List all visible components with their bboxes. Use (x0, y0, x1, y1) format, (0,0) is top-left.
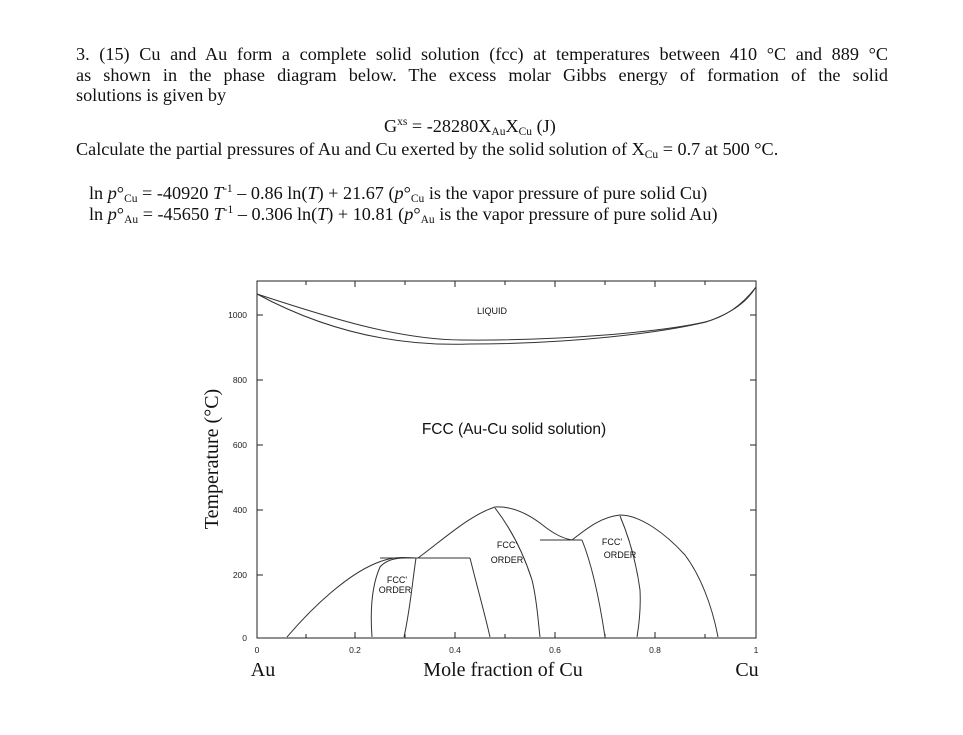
vp-cu-sub: Cu (124, 193, 138, 205)
y-tick-label-400: 400 (232, 505, 247, 515)
order-dome-middle-outer (418, 507, 572, 558)
vp-au-c: – 0.306 ln( (233, 204, 318, 224)
vp-cu-exp: -1 (223, 183, 233, 195)
au-end-label: Au (250, 659, 276, 681)
vp-cu-deg: ° (116, 183, 125, 203)
eq-coeff: = -28280X (407, 116, 492, 136)
vp-cu-p: p (107, 183, 117, 203)
vp-au-t1: T (213, 204, 224, 224)
task-sub: Cu (644, 149, 659, 161)
eq-x-cu: X (505, 116, 519, 136)
problem-line-2: as shown in the phase diagram below. The excess molar Gibbs energy of formation of the solid (76, 64, 888, 85)
vp-cu-sub2: Cu (410, 193, 425, 205)
eq-g: G (384, 116, 398, 136)
y-tick-label-1000: 1000 (228, 310, 247, 320)
vp-cu-p2: p (394, 183, 404, 203)
y-tick-label-800: 800 (232, 375, 247, 385)
order-dome-left-inner-left (371, 558, 408, 637)
vp-cu-e: is the vapor pressure of pure solid Cu) (424, 183, 708, 203)
vp-au-e: is the vapor pressure of pure solid Au) (434, 204, 718, 224)
vp-cu-t1: T (212, 183, 224, 203)
y-tick-label-0: 0 (242, 633, 247, 643)
order-label-right: ORDER (603, 550, 637, 560)
vp-au-p: p (107, 204, 117, 224)
task-text-b: = 0.7 at 500 °C. (658, 139, 779, 159)
order-dome-middle-right (495, 508, 540, 637)
task-text-a: Calculate the partial pressures of Au and Cu exerted by the solid solution of X (76, 139, 645, 159)
eq-g-sup: xs (397, 116, 408, 128)
vp-au-deg: ° (116, 204, 125, 224)
vp-au-d: ) + 10.81 ( (327, 204, 405, 224)
vp-au-p2: p (404, 204, 414, 224)
vp-cu-b: = -40920 (137, 183, 213, 203)
plot-frame (257, 281, 756, 638)
vp-au-b: = -45650 (138, 204, 214, 224)
vp-au-sub: Au (124, 214, 139, 226)
vp-au-a: ln (89, 204, 108, 224)
vp-au-exp: -1 (223, 204, 234, 216)
eq-unit: (J) (532, 116, 556, 136)
vp-cu-c: – 0.86 ln( (232, 183, 308, 203)
problem-line-1: 3. (15) Cu and Au form a complete solid solution (fcc) at temperatures between 410 °C and 889 °C (76, 44, 888, 64)
order-dome-right-inner-right (620, 516, 640, 637)
x-tick-label-0.4: 0.4 (449, 645, 461, 655)
x-tick-label-0: 0 (254, 645, 260, 655)
y-tick-marks (257, 315, 756, 638)
y-axis-title: Temperature (°C) (201, 388, 223, 530)
vp-au-sub2: Au (420, 214, 435, 226)
eq-sub-au: Au (491, 126, 506, 138)
x-tick-label-0.8: 0.8 (649, 645, 661, 655)
vp-cu-t2: T (307, 183, 318, 203)
x-tick-marks (257, 281, 756, 638)
order-label-left: ORDER (378, 585, 412, 595)
eq-sub-cu: Cu (518, 126, 533, 138)
fcc-prime-label-left: FCC' (386, 575, 408, 585)
fcc-solution-region-label: FCC (Au-Cu solid solution) (421, 421, 607, 438)
liquid-region-label: LIQUID (476, 306, 508, 316)
vp-au-deg2: ° (413, 204, 421, 224)
fcc-prime-label-right: FCC' (601, 537, 623, 547)
order-dome-left-inner-right (404, 558, 416, 637)
x-axis-title: Mole fraction of Cu (423, 659, 583, 681)
x-tick-label-0.2: 0.2 (349, 645, 361, 655)
y-tick-label-600: 600 (232, 440, 247, 450)
vp-cu-d: ) + 21.67 ( (317, 183, 395, 203)
y-tick-label-200: 200 (232, 570, 247, 580)
vp-au-t2: T (317, 204, 328, 224)
vp-cu-a: ln (89, 183, 108, 203)
phase-boundaries (257, 287, 756, 637)
problem-line-3: solutions is given by (76, 85, 227, 105)
order-dome-left-outer (287, 558, 418, 638)
fcc-prime-label-middle: FCC' (496, 540, 518, 550)
vp-cu-deg2: ° (403, 183, 411, 203)
order-label-middle: ORDER (490, 555, 524, 565)
order-dome-right-inner-left (582, 540, 605, 637)
cu-end-label: Cu (735, 659, 759, 681)
x-tick-label-0.6: 0.6 (549, 645, 561, 655)
x-tick-label-1: 1 (753, 645, 759, 655)
order-dome-right-outer (572, 515, 718, 637)
order-dome-middle-left (470, 558, 490, 637)
